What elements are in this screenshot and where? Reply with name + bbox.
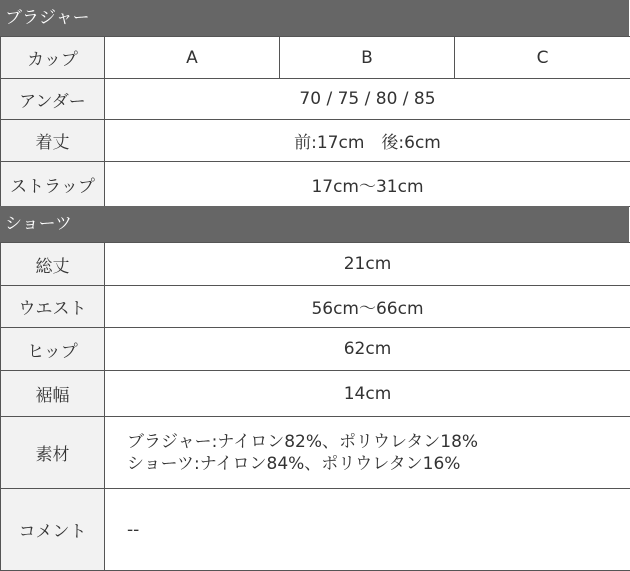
length-value: 前:17cm 後:6cm	[105, 120, 630, 162]
waist-value: 56cm〜66cm	[105, 286, 630, 328]
total-length-value: 21cm	[105, 243, 630, 286]
under-row	[1, 79, 630, 120]
material-row	[1, 417, 630, 489]
material-line-bra: ブラジャー:ナイロン82%、ポリウレタン18%	[127, 431, 630, 453]
strap-label: ストラップ	[1, 162, 105, 207]
waist-row	[1, 286, 630, 328]
hem-width-label: 裾幅	[1, 371, 105, 417]
bra-section-header: ブラジャー	[0, 0, 629, 36]
cup-value-c: C	[455, 37, 630, 79]
strap-value: 17cm〜31cm	[105, 162, 630, 207]
shorts-spec-table	[0, 242, 630, 571]
total-length-label: 総丈	[1, 243, 105, 286]
under-label: アンダー	[1, 79, 105, 120]
total-length-row	[1, 243, 630, 286]
cup-value-b: B	[280, 37, 455, 79]
material-label: 素材	[1, 417, 105, 489]
hip-value: 62cm	[105, 328, 630, 371]
hem-width-row	[1, 371, 630, 417]
comment-row	[1, 489, 630, 571]
cup-label: カップ	[1, 37, 105, 79]
comment-label: コメント	[1, 489, 105, 571]
material-line-shorts: ショーツ:ナイロン84%、ポリウレタン16%	[127, 453, 630, 475]
hip-label: ヒップ	[1, 328, 105, 371]
bra-spec-table	[0, 36, 630, 207]
cup-value-a: A	[105, 37, 280, 79]
length-row	[1, 120, 630, 162]
hip-row	[1, 328, 630, 371]
hem-width-value: 14cm	[105, 371, 630, 417]
length-label: 着丈	[1, 120, 105, 162]
cup-row	[1, 37, 630, 79]
comment-value: --	[105, 489, 630, 571]
under-value: 70 / 75 / 80 / 85	[105, 79, 630, 120]
waist-label: ウエスト	[1, 286, 105, 328]
material-value	[105, 417, 630, 489]
strap-row	[1, 162, 630, 207]
shorts-section-header: ショーツ	[0, 206, 629, 242]
